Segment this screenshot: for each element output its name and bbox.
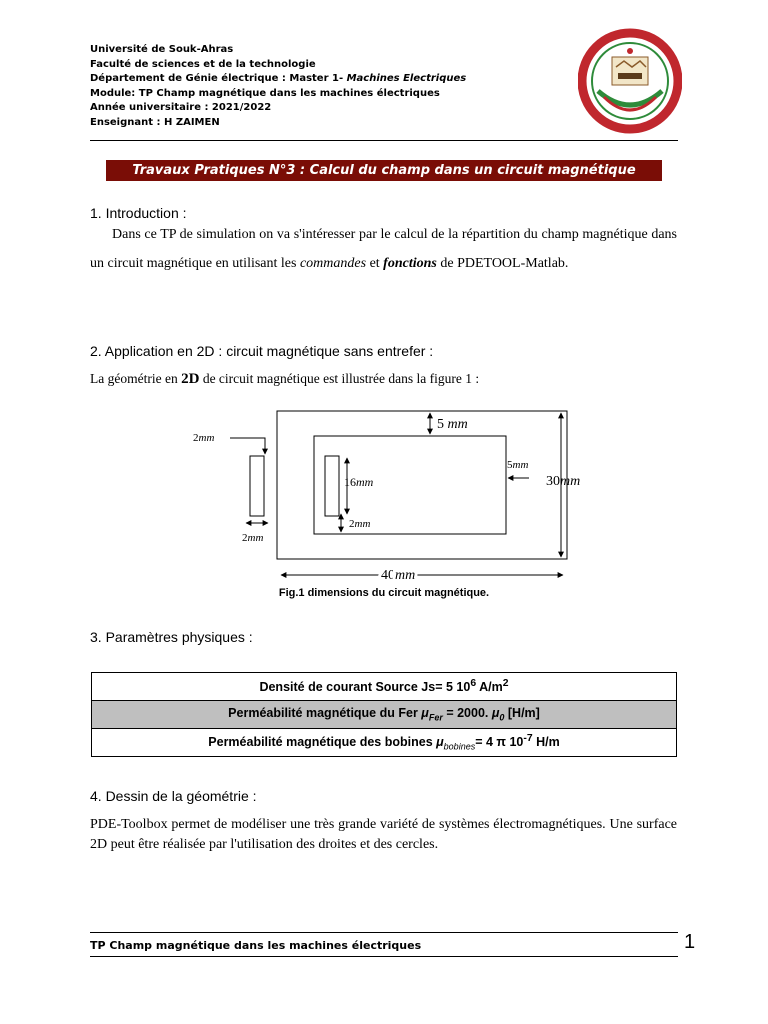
application-text: La géométrie en 2D de circuit magnétique est illustrée dans la figure 1 : bbox=[90, 371, 480, 387]
label-width: 40mm bbox=[381, 568, 416, 583]
section-application-heading: 2. Application en 2D : circuit magnétique sans entrefer : bbox=[90, 343, 434, 359]
introduction-paragraph: Dans ce TP de simulation on va s'intéresser par le calcul de la répartition du champ magnétique dans un circuit magnétique en utilisant les commandes et fonctions de PDETOOL-Matlab. bbox=[90, 227, 677, 271]
teacher-line: Enseignant : H ZAIMEN bbox=[90, 116, 220, 128]
label-coil-width: 2mm bbox=[242, 532, 264, 544]
footer-title: TP Champ magnétique dans les machines électriques bbox=[90, 939, 422, 952]
university-logo-icon bbox=[578, 27, 682, 135]
label-height: 30mm bbox=[546, 474, 581, 489]
section-params-heading: 3. Paramètres physiques : bbox=[90, 629, 253, 645]
right-coil bbox=[325, 456, 339, 516]
header-rule bbox=[90, 140, 678, 141]
department-line: Département de Génie électrique : Master 1- Machines Electriques bbox=[90, 73, 467, 85]
module-line: Module: TP Champ magnétique dans les machines électriques bbox=[90, 87, 440, 99]
figure-caption: Fig.1 dimensions du circuit magnétique. bbox=[278, 587, 490, 599]
coil-permeability-cell: Perméabilité magnétique des bobines $\mu_{bobines}= 4$ π $10^{-7}$ H/m bbox=[92, 729, 677, 757]
left-coil bbox=[250, 456, 264, 516]
label-coil-gap-bottom: 2mm bbox=[349, 518, 371, 530]
faculty-name: Faculté de sciences et de la technologie bbox=[90, 58, 316, 70]
inner-window bbox=[314, 436, 506, 534]
table-row bbox=[92, 701, 677, 729]
page-number: 1 bbox=[684, 931, 696, 953]
document-header bbox=[90, 43, 550, 131]
section-introduction-heading: 1. Introduction : bbox=[90, 205, 187, 221]
outer-core bbox=[277, 411, 567, 559]
year-line: Année universitaire : 2021/2022 bbox=[90, 102, 272, 114]
physical-parameters-table bbox=[91, 672, 677, 757]
footer-rule-top bbox=[90, 932, 678, 933]
label-coil-gap-top: 2mm bbox=[193, 432, 215, 444]
section-geometry-heading: 4. Dessin de la géométrie : bbox=[90, 788, 257, 804]
tp-title-banner: Travaux Pratiques N°3 : Calcul du champ dans un circuit magnétique bbox=[106, 160, 662, 181]
geometry-paragraph: PDE-Toolbox permet de modéliser une très grande variété de systèmes électromagnétiques. Une surface 2D peut être réalisée par l'utilisation des droites et des cercles. bbox=[90, 817, 677, 852]
label-top-thickness: 5 mm bbox=[437, 417, 468, 432]
iron-permeability-cell: Perméabilité magnétique du Fer $\mu_{Fer} = 2000$. $\mu_0$ [H/m] bbox=[92, 701, 677, 729]
table-row bbox=[92, 729, 677, 757]
label-coil-height: 16mm bbox=[344, 475, 374, 489]
label-right-thickness: 5mm bbox=[507, 459, 529, 471]
current-density-cell: Densité de courant Source Js= 5 $10^6$ $A/m^2$ bbox=[92, 673, 677, 701]
magnetic-circuit-figure bbox=[185, 408, 605, 590]
university-name: Université de Souk-Ahras bbox=[90, 44, 234, 55]
footer-rule-bottom bbox=[90, 956, 678, 957]
table-row bbox=[92, 673, 677, 701]
